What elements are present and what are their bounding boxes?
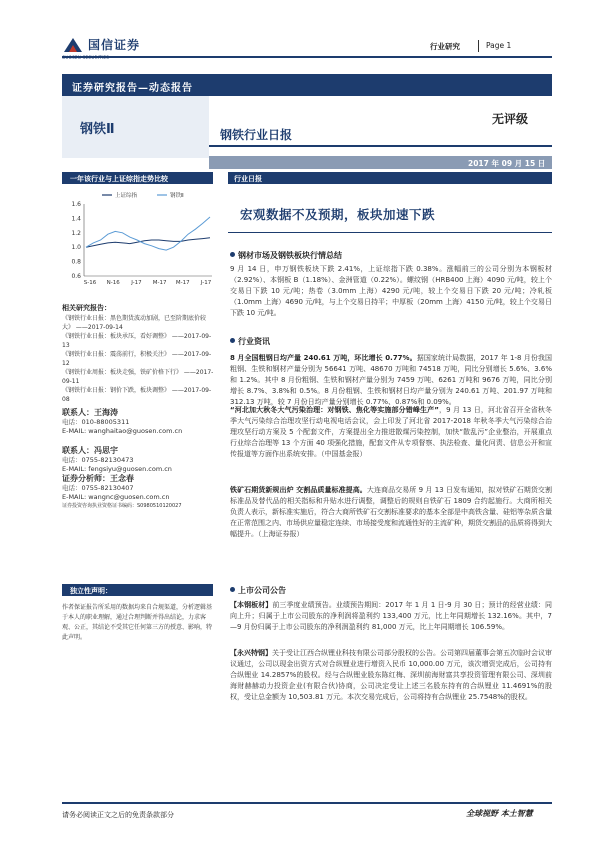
guosen-logo-icon	[62, 36, 84, 54]
y-tick-label: 0.6	[71, 273, 81, 280]
sector-name: 钢铁Ⅱ	[80, 122, 115, 137]
announcement-2-company: 【永兴特钢】	[230, 649, 272, 657]
contact-email[interactable]: E-MAIL: fengsiyu@guosen.com.cn	[62, 465, 172, 473]
contact-name: 王海涛	[94, 408, 118, 417]
analyst	[62, 474, 182, 511]
analyst-cert: 证券投资咨询执业资格证书编码：S0980510120027	[62, 503, 182, 509]
x-tick-label: M-17	[152, 280, 167, 286]
disclaimer-title: 独立性声明：	[70, 587, 112, 595]
section-announcement-title	[230, 585, 286, 596]
report-date: 2017 年 09 月 15 日	[468, 159, 546, 168]
y-tick-label: 1.2	[71, 229, 81, 237]
headline: 宏观数据不及预期，板块加速下跌	[240, 207, 436, 222]
news-para-2	[230, 405, 552, 460]
section-market-title	[230, 250, 342, 261]
news-2-highlight: “河北加大秋冬大气污染治理：对钢铁、焦化等实施部分错峰生产”	[230, 406, 439, 414]
header-tag: 行业研究	[430, 42, 460, 51]
disclaimer-text: 作者保证报告所采用的数据均来自合规渠道，分析逻辑基于本人的职业理解，通过合理判断并得出结论，力求客观、公正，其结论不受其它任何第三方的授意、影响，特此声明。	[62, 604, 213, 641]
contact-phone: 电话：0755-82130473	[62, 456, 134, 464]
headline-rule	[228, 232, 552, 233]
announcement-1-company: 【本钢板材】	[230, 601, 273, 609]
footer-rule	[62, 802, 552, 804]
market-summary-para: 9 月 14 日，申万钢铁板块下跌 2.41%，上证综指下跌 0.38%。涨幅前三的公司分别为本钢板材（2.92%）、本钢板 B（1.18%）、金洲管道（0.22%）。螺纹钢（HRB400 上海）4090 元/吨，较上个交易日下跌 10 元/吨；热卷（3.0mm 上海）4290 元/吨，较上个交易日下跌 20 元/吨；冷轧板（1.0mm 上海）4690 元/吨，与上个交易日持平；中厚板（20mm 上海）4150 元/吨，较上个交易日下跌 10 元/吨。	[230, 265, 552, 317]
news-1-body: 据国家统计局数据，2017 年 1-8 月份我国粗钢、生铁和钢材产量分别为 56641 万吨、48670 万吨和 74518 万吨，同比分别增长 5.6%、3.6%和 1.2%。其中 8 月份粗钢、生铁和钢材产量分别为 7459 万吨、6261 万吨和 9676 万吨，同比分别增长 8.7%、3.8%和 0.5%。8 月份粗钢、生铁和钢材日均产量分别为 240.61 万吨、201.97 万吨和 312.13 万吨，较 7 月份日均产量分别增长 0.77%、0.87%和 0.09%。	[230, 354, 552, 406]
related-research-title: 相关研究报告：	[62, 304, 111, 312]
x-tick-label: S-16	[83, 280, 97, 286]
daily-header-band	[228, 172, 552, 184]
contact-phone: 电话：010-88005311	[62, 418, 130, 426]
announcement-para-1	[230, 600, 552, 633]
analyst-email[interactable]: E-MAIL: wangnc@guosen.com.cn	[62, 493, 170, 501]
related-research-list	[62, 314, 214, 404]
contact-1	[62, 408, 182, 436]
news-para-3	[230, 485, 552, 540]
contact-2	[62, 446, 172, 474]
section-news-title	[230, 336, 270, 347]
related-item[interactable]: 《钢铁行业周报：板块走强，铁矿价格下行》 ——2017-09-11	[62, 369, 214, 385]
x-tick-label: J-17	[131, 280, 142, 286]
header-rule	[62, 56, 552, 58]
daily-header: 行业日报	[234, 175, 262, 183]
analyst-name: 王念春	[110, 474, 134, 483]
bullet-icon	[230, 587, 235, 592]
series-line	[86, 217, 210, 250]
y-tick-label: 1.6	[71, 201, 81, 208]
y-tick-label: 1.4	[71, 215, 81, 223]
news-2-body: ，9 月 13 日，河北省召开全省秋冬季大气污染综合治理攻坚行动电视电话会议，会上印发了河北省 2017-2018 年秋冬季大气污染综合治理攻坚行动方案及 5 个配套文件，方案提出全力推进散煤污染控制，加快“散乱污”企业整治，开展重点行业综合治理等 13 个方面 40 项强化措施，配套文件从专项督察、执法检查、量化问责、信息公开和宣传报道等方面作出系统安排。（中国基金报）	[230, 406, 552, 458]
related-item[interactable]: 《钢铁行业日报：钢价下跌，板块调整》 ——2017-09-08	[62, 387, 212, 403]
header-separator	[478, 40, 479, 52]
contact-name: 冯思宇	[94, 446, 118, 455]
section-title-text: 行业资讯	[238, 337, 270, 346]
page-number: Page 1	[486, 41, 512, 50]
contact-email[interactable]: E-MAIL: wanghaitao@guosen.com.cn	[62, 427, 183, 435]
x-tick-label: J-17	[200, 280, 212, 286]
x-tick-label: N-16	[106, 280, 120, 286]
related-item[interactable]: 《钢铁行业日报：黑色期货波动加剧，已至阶期底价较大》 ——2017-09-14	[62, 315, 207, 331]
y-tick-label: 0.8	[71, 258, 81, 266]
section-title-text: 钢材市场及钢铁板块行情总结	[238, 251, 342, 260]
announcement-2-body: 关于受让江西合纵锂业科技有限公司部分股权的公告。公司第四届董事会第五次临时会议审议通过，公司以现金出资方式对合纵锂业进行增资入民币 10,000.00 万元，该次增资完成后，公司持有合纵锂业 14.2857%的股权。经与合纵锂业股东陈红梅、深圳前海财富共享投资管理有限公司、深圳前海财赫赫动力投资企业(有限合伙)协商，公司决定受让上述三名股东持有的合纵锂业 11.4691%的股权，受让总金额为 10,503.81 万元。本次交易完成后，公司将持有合纵锂业 25.7548%的股权。	[230, 649, 552, 701]
news-3-body: 大连商品交易所 9 月 13 日发布通知，拟对铁矿石期货交割标准品及替代品的相关指标和升贴水进行调整，调整后的规则自铁矿石 1809 合约起施行。大商所相关负责人表示，新标准实施后，符合大商所铁矿石交割标准要求的基本全部是中高铁含量、硅铝等杂质含量在正常范围之内、市场供应量稳定连续、市场接受度和流通性好的主流矿种，期货交割品的品质将得到大幅提升。（上海证券报）	[230, 486, 552, 538]
index-comparison-chart	[62, 188, 217, 290]
report-title: 钢铁行业日报	[220, 128, 293, 142]
analyst-label: 证券分析师：	[62, 474, 110, 483]
news-1-highlight: 8 月全国粗钢日均产量 240.61 万吨，环比增长 0.77%。	[230, 354, 417, 362]
news-para-1	[230, 353, 552, 408]
y-tick-label: 1.0	[71, 244, 81, 252]
title-rule	[209, 145, 552, 147]
footer-disclaimer-note: 请务必阅读正文之后的免责条款部分	[62, 811, 174, 819]
legend-label: 钢铁Ⅱ	[170, 193, 184, 199]
bullet-icon	[230, 338, 235, 343]
logo-text: 国信证券	[88, 38, 141, 52]
x-tick-label: M-17	[175, 280, 190, 286]
section-title-text: 上市公司公告	[238, 586, 286, 595]
bullet-icon	[230, 252, 235, 257]
contact-label: 联系人：	[62, 446, 94, 455]
report-type-label: 证券研究报告—动态报告	[72, 83, 193, 94]
series-line	[86, 238, 210, 247]
related-item[interactable]: 《钢铁行业日报：震荡前行，积极关注》 ——2017-09-12	[62, 351, 212, 367]
analyst-phone: 电话：0755-82130407	[62, 484, 134, 492]
footer-slogan: 全球视野 本土智慧	[466, 809, 533, 818]
chart-header: 一年该行业与上证综指走势比较	[70, 175, 168, 183]
announcement-1-body: 前三季度业绩预告。业绩预告期间：2017 年 1 月 1 日-9 月 30 日；预计的经营业绩：同向上升；归属于上市公司股东的净利润将盈利约 133,400 万元，比上年同期增长 132.16%。其中，7—9 月份归属于上市公司股东的净利润盈利约 81,000 万元，比上年同期增长 106.59%。	[230, 601, 552, 631]
contact-label: 联系人：	[62, 408, 94, 417]
news-3-highlight: 铁矿石期货新规出炉 交割品质量标准提高。	[230, 486, 367, 494]
legend-label: 上证综指	[115, 193, 138, 199]
announcement-para-2	[230, 648, 552, 703]
related-item[interactable]: 《钢铁行业日报：板块承压，看好调整》 ——2017-09-13	[62, 333, 212, 349]
rating-grade: 无评级	[492, 112, 529, 126]
